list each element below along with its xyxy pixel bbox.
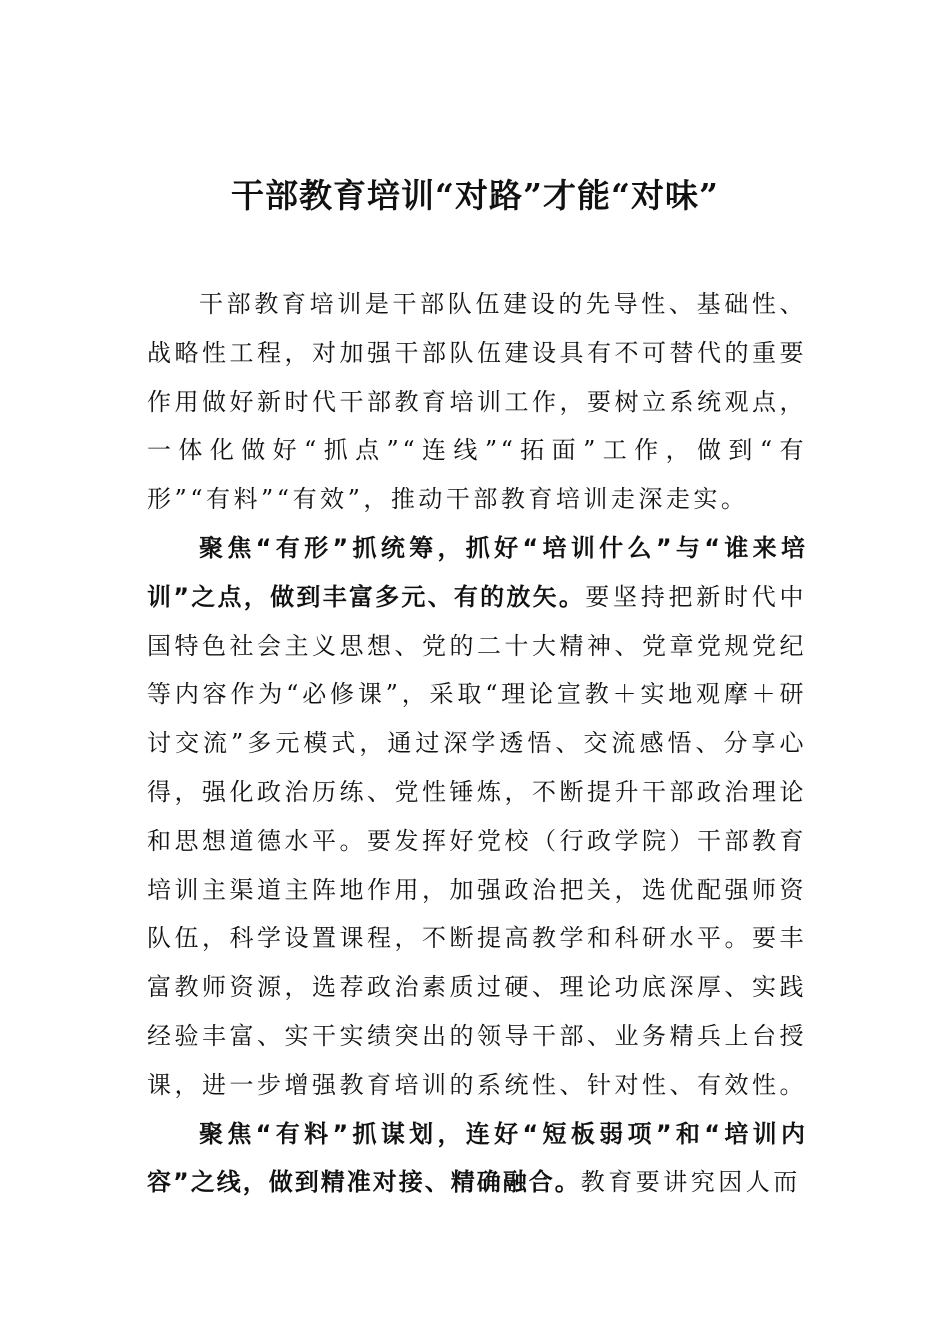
section-1-heading: 聚焦“有形”抓统筹，抓好“培训什么”与“谁来培训”之点，做到丰富多元、有的放矢。 [147, 533, 807, 611]
paragraph-section-2 [147, 1110, 807, 1208]
document-body [147, 280, 807, 1207]
paragraph-intro [147, 280, 807, 524]
section-2-text: 教育要讲究因人而 [580, 1168, 801, 1197]
section-2-heading: 聚焦“有料”抓谋划，连好“短板弱项”和“培训内容”之线，做到精准对接、精确融合。 [147, 1119, 807, 1197]
document-title: 干部教育培训“对路”才能“对味” [231, 176, 719, 215]
paragraph-intro-text: 干部教育培训是干部队伍建设的先导性、基础性、战略性工程，对加强干部队伍建设具有不可替代的重要作用做好新时代干部教育培训工作，要树立系统观点，一体化做好“抓点”“连线”“拓面”工作，做到“有形”“有料”“有效”，推动干部教育培训走深走实。 [147, 290, 807, 514]
section-1-text: 要坚持把新时代中国特色社会主义思想、党的二十大精神、党章党规党纪等内容作为“必修课”，采取“理论宣教＋实地观摩＋研讨交流”多元模式，通过深学透悟、交流感悟、分享心得，强化政治历练、党性锤炼，不断提升干部政治理论和思想道德水平。要发挥好党校（行政学院）干部教育培训主渠道主阵地作用，加强政治把关，选优配强师资队伍，科学设置课程，不断提高教学和科研水平。要丰富教师资源，选荐政治素质过硬、理论功底深厚、实践经验丰富、实干实绩突出的领导干部、业务精兵上台授课，进一步增强教育培训的系统性、针对性、有效性。 [147, 582, 808, 1099]
paragraph-section-1 [147, 524, 807, 1110]
